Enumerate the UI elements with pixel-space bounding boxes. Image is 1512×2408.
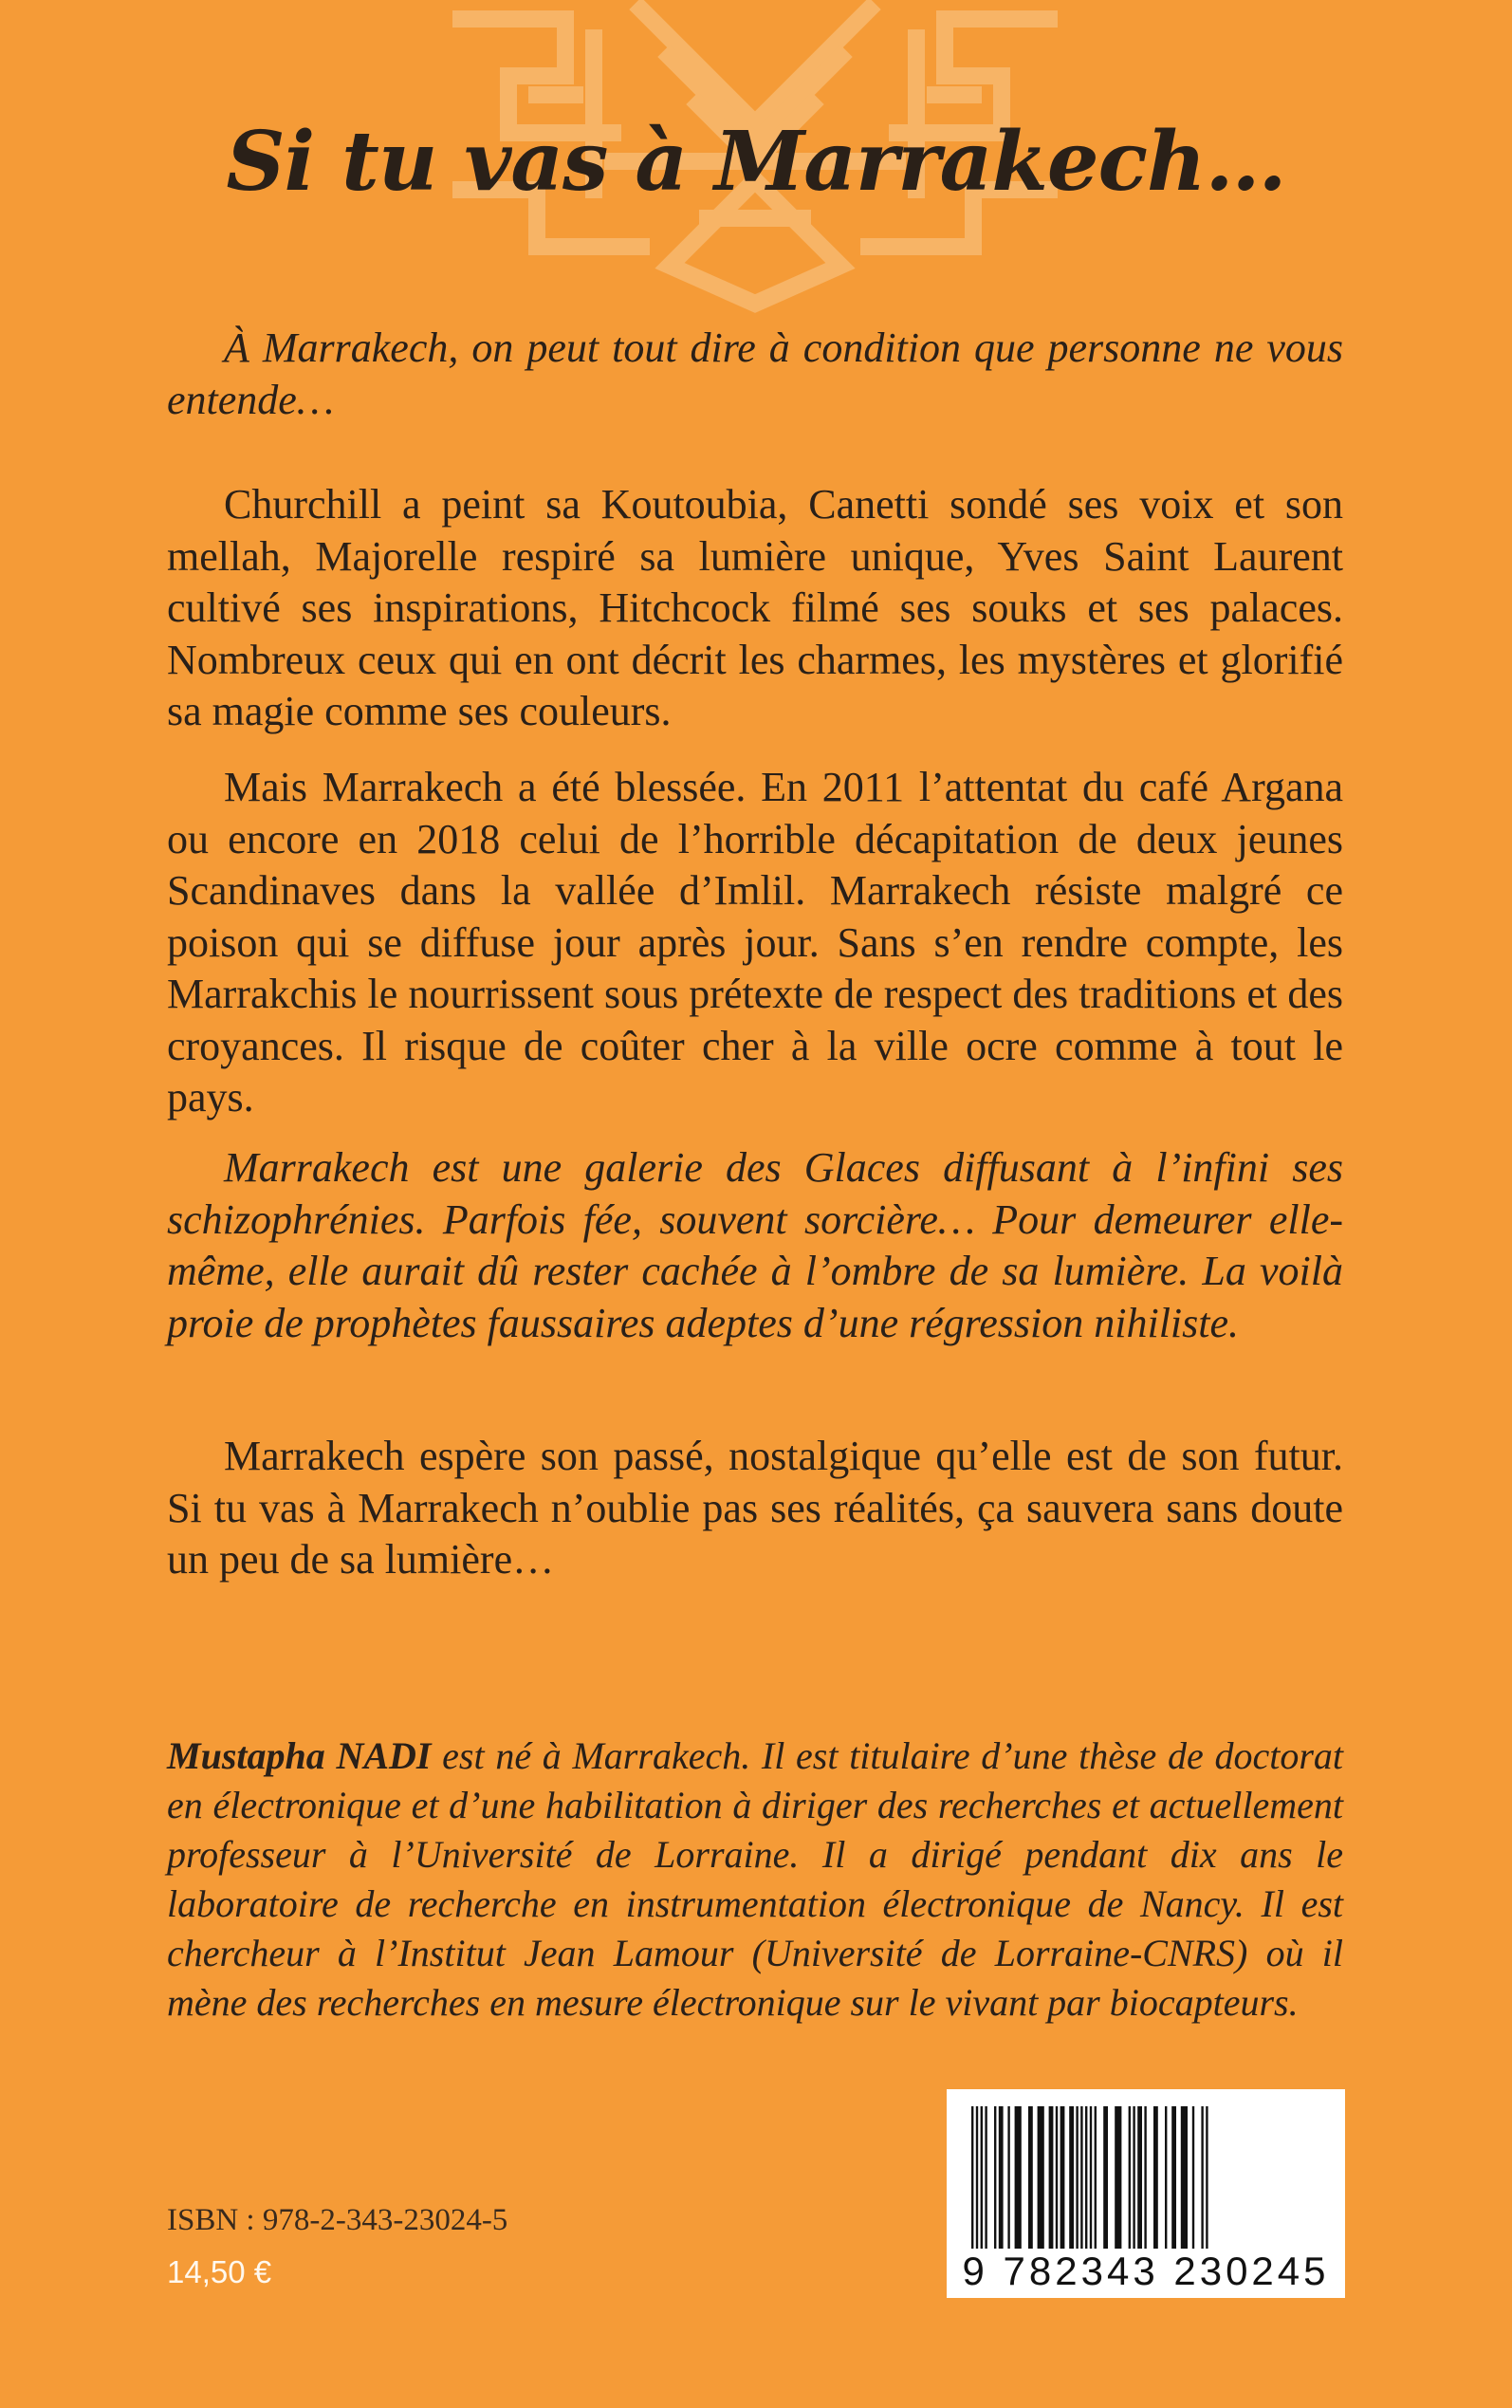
paragraph-galerie: Marrakech est une galerie des Glaces diffusant à l’infini ses schizophrénies. Parfois fée, souvent sorcière… Pour demeurer elle-même, elle aurait dû rester cachée à l’ombre de sa lumière. La voilà proie de prophètes faussaires adeptes d’une régression nihiliste. [167,1144,1343,1346]
barcode-bar [999,2106,1004,2249]
barcode-bar [976,2106,978,2249]
barcode [947,2089,1345,2298]
barcode-number: 9 782343 230245 [962,2249,1330,2293]
barcode-bar [1153,2106,1158,2249]
barcode-bar [1069,2106,1074,2249]
paragraph-churchill: Churchill a peint sa Koutoubia, Canetti sondé ses voix et son mellah, Majorelle respiré sa lumière unique, Yves Saint Laurent cultivé ses inspirations, Hitchcock filmé ses souks et ses palaces. Nombreux ceux qui en ont décrit les charmes, les mystères et glorifié sa magie comme ses couleurs. [167,481,1343,734]
barcode-bar [981,2106,983,2249]
barcode-bar [1080,2106,1082,2249]
barcode-bar [1165,2106,1167,2249]
author-bio [167,1732,1343,2028]
barcode-bar [1181,2106,1188,2249]
paragraph-passe: Marrakech espère son passé, nostalgique qu’elle est de son futur. Si tu vas à Marrakech n’oublie pas ses réalités, ça sauvera sans doute un peu de sa lumière… [167,1433,1343,1583]
barcode-bar [1038,2106,1044,2249]
barcode-bar [1095,2106,1097,2249]
barcode-bar [1056,2106,1058,2249]
barcode-bar [1137,2106,1142,2249]
barcode-bar [1085,2106,1087,2249]
barcode-bar [971,2106,973,2249]
barcode-bar [1103,2106,1108,2249]
barcode-bars-icon [966,2102,1326,2254]
barcode-bar [1076,2106,1078,2249]
barcode-bar [1060,2106,1065,2249]
barcode-bar [1133,2106,1134,2249]
author-bio-text: est né à Marrakech. Il est titulaire d’une thèse de doctorat en électronique et d’une habilitation à diriger des recherches et actuellement professeur à l’Université de Lorraine. Il a dirigé pendant dix ans le laboratoire de recherche en instrumentation électronique de Nancy. Il est chercheur à l’Institut Jean Lamour (Université de Lorraine-CNRS) où il mène des recherches en mesure électronique sur le vivant par biocapteurs. [167,1734,1343,2024]
barcode-bar [1201,2106,1203,2249]
barcode-bar [1007,2106,1009,2249]
barcode-bar [1028,2106,1033,2249]
barcode-bar [1144,2106,1146,2249]
barcode-bar [1049,2106,1054,2249]
barcode-bar [1171,2106,1176,2249]
paragraph-blessee: Mais Marrakech a été blessée. En 2011 l’attentat du café Argana ou encore en 2018 celui de l’horrible décapitation de deux jeunes Scandinaves dans la vallée d’Imlil. Marrakech résiste malgré ce poison qui se diffuse jour après jour. Sans s’en rendre compte, les Marrakchis le nourrissent sous prétexte de respect des traditions et des croyances. Il risque de coûter cher à la ville ocre comme à tout le pays. [167,764,1343,1121]
barcode-bar [1192,2106,1194,2249]
barcode-bar [1206,2106,1208,2249]
barcode-bar [1115,2106,1121,2249]
book-title: Si tu vas à Marrakech… [226,114,1286,210]
barcode-bar [1015,2106,1022,2249]
author-name: Mustapha NADI [167,1734,432,1777]
price: 14,50 € [167,2254,272,2289]
barcode-bar [985,2106,986,2249]
barcode-bar [994,2106,996,2249]
barcode-bar [1090,2106,1092,2249]
isbn: ISBN : 978-2-343-23024-5 [167,2203,508,2237]
barcode-bar [1129,2106,1131,2249]
intro-paragraph: À Marrakech, on peut tout dire à condition que personne ne vous entende… [167,324,1343,423]
